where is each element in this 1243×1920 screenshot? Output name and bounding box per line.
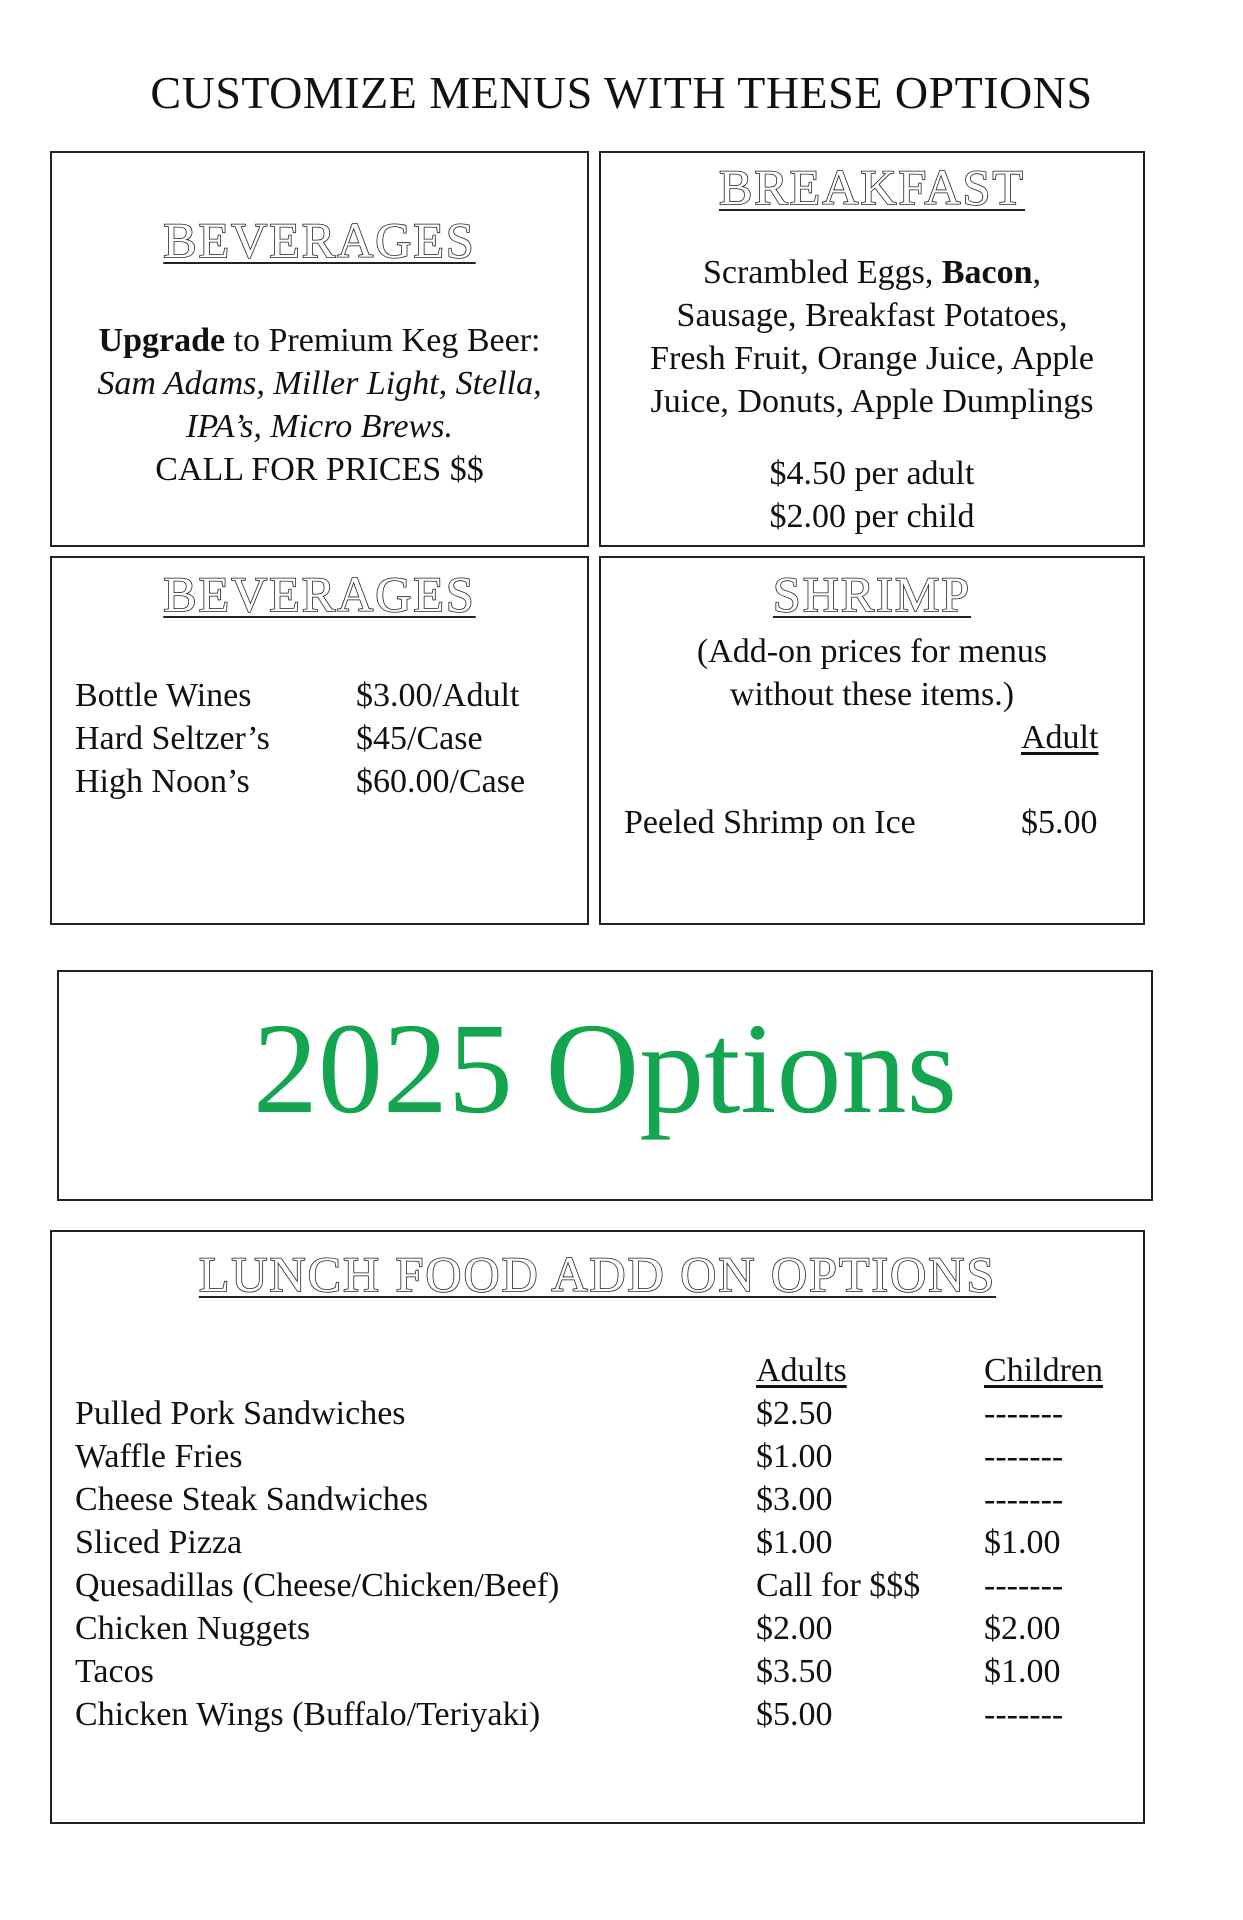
lunch-item-adult: $1.00: [756, 1524, 833, 1561]
shrimp-heading: SHRIMP: [772, 566, 972, 622]
lunch-item-adult: $2.50: [756, 1395, 833, 1432]
lunch-item-adult: Call for $$$: [756, 1567, 921, 1604]
lunch-item-adult: $3.00: [756, 1481, 833, 1518]
shrimp-note-line-2: without these items.): [729, 676, 1015, 713]
lunch-item-adult: $3.50: [756, 1653, 833, 1690]
lunch-item-child: -------: [984, 1395, 1064, 1432]
lunch-item-child: -------: [984, 1481, 1064, 1518]
lunch-item-child: -------: [984, 1438, 1064, 1475]
breakfast-line-3: Fresh Fruit, Orange Juice, Apple: [650, 340, 1094, 377]
breakfast-price-adult: $4.50 per adult: [769, 455, 975, 492]
bev-item-name: Hard Seltzer’s: [75, 720, 270, 757]
brands-line-2: IPA’s, Micro Brews.: [186, 408, 453, 445]
lunch-item-name: Chicken Nuggets: [75, 1610, 311, 1647]
breakfast-line-1: Scrambled Eggs, Bacon,: [702, 254, 1042, 291]
lunch-item-name: Sliced Pizza: [75, 1524, 243, 1561]
beverages-prices-heading: BEVERAGES: [163, 566, 476, 622]
breakfast-price-child: $2.00 per child: [769, 498, 975, 535]
lunch-item-name: Quesadillas (Cheese/Chicken/Beef): [75, 1567, 560, 1604]
breakfast-line-2: Sausage, Breakfast Potatoes,: [676, 297, 1068, 334]
shrimp-item-price: $5.00: [1021, 804, 1098, 841]
page-title: CUSTOMIZE MENUS WITH THESE OPTIONS: [150, 67, 1093, 118]
bev-item-price: $45/Case: [356, 720, 483, 757]
shrimp-adult-header: Adult: [1021, 719, 1099, 756]
lunch-item-adult: $5.00: [756, 1696, 833, 1733]
lunch-item-child: $1.00: [984, 1653, 1061, 1690]
upgrade-bold: Upgrade: [98, 322, 226, 359]
shrimp-box: [599, 556, 1145, 925]
lunch-item-name: Chicken Wings (Buffalo/Teriyaki): [75, 1696, 541, 1733]
upgrade-rest: to Premium Keg Beer:: [225, 322, 541, 359]
bev-item-name: Bottle Wines: [75, 677, 252, 714]
lunch-item-adult: $2.00: [756, 1610, 833, 1647]
lunch-heading: LUNCH FOOD ADD ON OPTIONS: [198, 1246, 997, 1302]
lunch-item-name: Tacos: [75, 1653, 154, 1690]
options-banner: [57, 970, 1153, 1201]
bev-item-name: High Noon’s: [75, 763, 250, 800]
lunch-item-name: Waffle Fries: [75, 1438, 243, 1475]
shrimp-note-line-1: (Add-on prices for menus: [696, 633, 1048, 670]
breakfast-line-4: Juice, Donuts, Apple Dumplings: [650, 383, 1094, 420]
bacon-bold: Bacon: [941, 254, 1033, 291]
lunch-col-children: Children: [984, 1352, 1103, 1389]
lunch-item-child: -------: [984, 1696, 1064, 1733]
upgrade-line: [52, 319, 587, 362]
lunch-item-name: Pulled Pork Sandwiches: [75, 1395, 406, 1432]
lunch-item-adult: $1.00: [756, 1438, 833, 1475]
beverages-prices-box: [50, 556, 589, 925]
beverages-upgrade-box: [50, 151, 589, 547]
shrimp-item-name: Peeled Shrimp on Ice: [624, 804, 916, 841]
lunch-item-child: $1.00: [984, 1524, 1061, 1561]
beverages-upgrade-heading: BEVERAGES: [163, 212, 476, 268]
call-for-prices: CALL FOR PRICES $$: [155, 451, 484, 488]
banner-text: 2025 Options: [252, 997, 958, 1141]
lunch-col-adults: Adults: [756, 1352, 847, 1389]
lunch-item-child: $2.00: [984, 1610, 1061, 1647]
breakfast-box: [599, 151, 1145, 547]
breakfast-heading: BREAKFAST: [718, 159, 1025, 215]
brands-line-1: Sam Adams, Miller Light, Stella,: [97, 365, 542, 402]
lunch-item-name: Cheese Steak Sandwiches: [75, 1481, 429, 1518]
bev-item-price: $60.00/Case: [356, 763, 526, 800]
lunch-box: [50, 1230, 1145, 1824]
bev-item-price: $3.00/Adult: [356, 677, 520, 714]
lunch-item-child: -------: [984, 1567, 1064, 1604]
